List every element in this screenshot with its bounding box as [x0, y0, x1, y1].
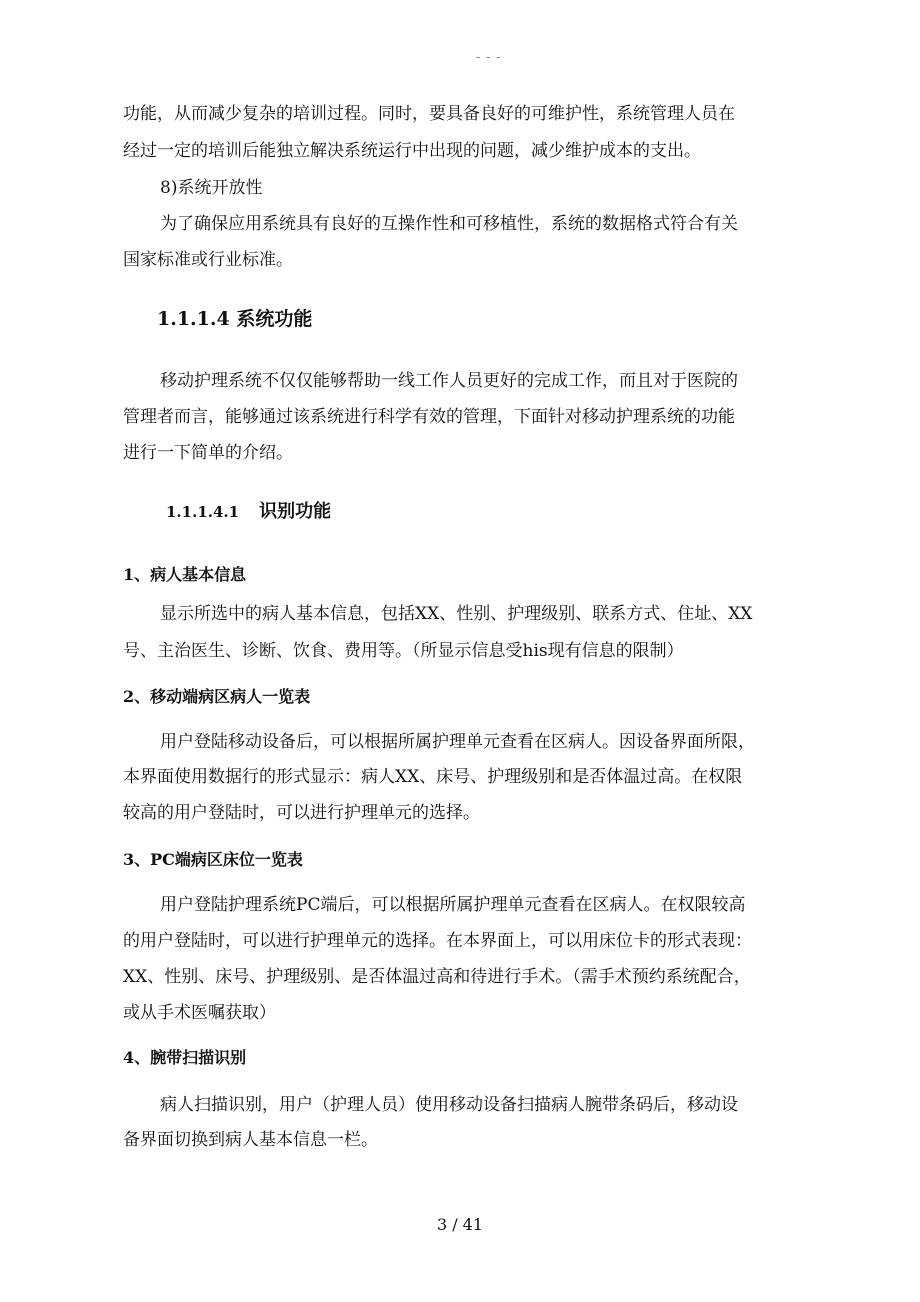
- header-mark: - - -: [476, 50, 502, 64]
- paragraph-line: 备界面切换到病人基本信息一栏。: [123, 1130, 378, 1150]
- paragraph-line: 本界面使用数据行的形式显示：病人XX、床号、护理级别和是否体温过高。在权限: [123, 767, 743, 787]
- paragraph-line: 的用户登陆时，可以进行护理单元的选择。在本界面上，可以用床位卡的形式表现：: [123, 931, 752, 951]
- subsection-heading: [166, 500, 331, 524]
- paragraph-line: 显示所选中的病人基本信息，包括XX、性别、护理级别、联系方式、住址、XX: [160, 604, 753, 624]
- paragraph-line: 较高的用户登陆时，可以进行护理单元的选择。: [123, 803, 480, 823]
- page-number: 3 / 41: [436, 1215, 484, 1234]
- paragraph-line: 用户登陆护理系统PC端后，可以根据所属护理单元查看在区病人。在权限较高: [160, 895, 746, 915]
- paragraph-line: 移动护理系统不仅仅能够帮助一线工作人员更好的完成工作，而且对于医院的: [160, 371, 738, 391]
- subsection-number: 1.1.1.4.1: [166, 503, 240, 521]
- paragraph-line: 病人扫描识别，用户（护理人员）使用移动设备扫描病人腕带条码后，移动设: [160, 1095, 738, 1115]
- paragraph-line: XX、性别、床号、护理级别、是否体温过高和待进行手术。（需手术预约系统配合，: [123, 967, 751, 987]
- paragraph-line: 号、主治医生、诊断、饮食、费用等。（所显示信息受his现有信息的限制）: [123, 641, 684, 661]
- section-heading: 1.1.1.4 系统功能: [157, 308, 313, 330]
- paragraph-line: 功能，从而减少复杂的培训过程。同时，要具备良好的可维护性，系统管理人员在: [123, 104, 735, 124]
- paragraph-line: 进行一下简单的介绍。: [123, 443, 293, 463]
- paragraph-line: 为了确保应用系统具有良好的互操作性和可移植性，系统的数据格式符合有关: [160, 214, 738, 234]
- paragraph-line: 或从手术医嘱获取）: [123, 1003, 276, 1023]
- paragraph-line: 经过一定的培训后能独立解决系统运行中出现的问题，减少维护成本的支出。: [123, 141, 701, 161]
- list-item-label: 8)系统开放性: [160, 178, 263, 198]
- item-heading: 1、病人基本信息: [123, 565, 247, 584]
- subsection-title: 识别功能: [259, 501, 332, 522]
- paragraph-line: 国家标准或行业标准。: [123, 250, 293, 270]
- item-heading: 3、PC端病区床位一览表: [123, 850, 303, 869]
- paragraph-line: 用户登陆移动设备后，可以根据所属护理单元查看在区病人。因设备界面所限，: [160, 732, 755, 752]
- paragraph-line: 管理者而言，能够通过该系统进行科学有效的管理，下面针对移动护理系统的功能: [123, 407, 735, 427]
- item-heading: 4、腕带扫描识别: [123, 1048, 247, 1067]
- item-heading: 2、移动端病区病人一览表: [123, 687, 311, 706]
